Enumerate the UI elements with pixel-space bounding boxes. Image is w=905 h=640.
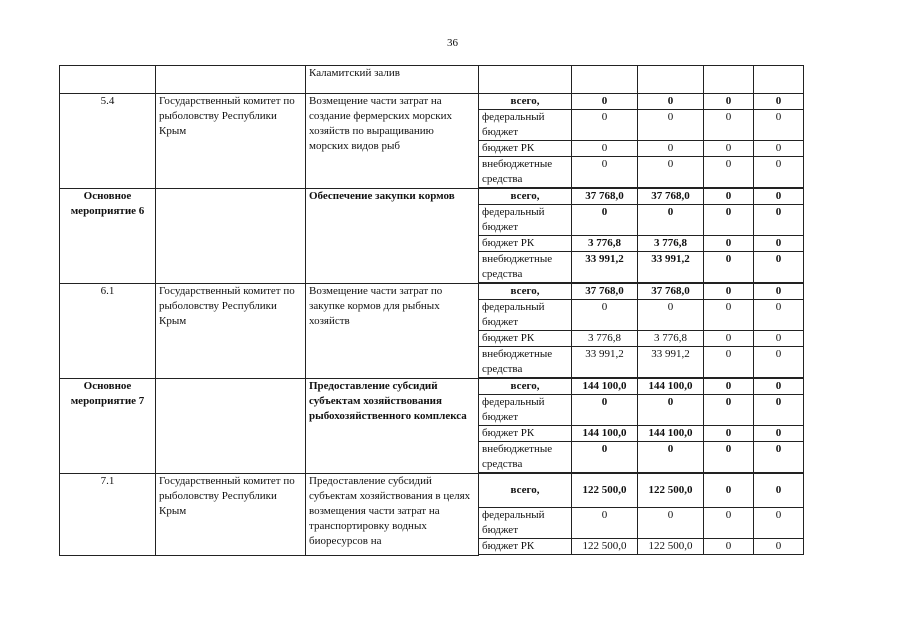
value-cell: 0	[572, 205, 638, 236]
value-cell: 144 100,0	[572, 379, 638, 395]
source-label: федеральный бюджет	[479, 300, 572, 331]
value-cell: 122 500,0	[638, 474, 704, 508]
value-cell: 0	[754, 141, 804, 157]
table-row	[60, 66, 804, 94]
value-cell: 0	[704, 539, 754, 555]
value-cell: 0	[704, 426, 754, 442]
value-cell: 0	[704, 331, 754, 347]
measure-description: Предоставление субсидий субъектам хозяйствования в целях возмещения части затрат на транспортировку водных биоресурсов на	[306, 474, 479, 556]
value-cell: 144 100,0	[572, 426, 638, 442]
value-cell: 0	[704, 379, 754, 395]
value-cell: 0	[572, 141, 638, 157]
source-label: бюджет РК	[479, 539, 572, 555]
value-cell: 0	[572, 442, 638, 473]
page-number: 36	[447, 37, 458, 49]
row-number: 5.4	[60, 94, 156, 189]
value-cell: 37 768,0	[572, 284, 638, 300]
value-cell: 122 500,0	[572, 539, 638, 555]
source-label: бюджет РК	[479, 331, 572, 347]
value-cell: 0	[704, 236, 754, 252]
value-cell: 0	[754, 94, 804, 110]
value-cell: 33 991,2	[638, 347, 704, 378]
source-label: внебюджетные средства	[479, 442, 572, 473]
value-cell: 0	[638, 205, 704, 236]
budget-table	[59, 65, 804, 556]
value-cell: 0	[572, 395, 638, 426]
value-cell: 33 991,2	[638, 252, 704, 283]
value-cell: 0	[754, 539, 804, 555]
value-cell: 0	[638, 300, 704, 331]
source-label: федеральный бюджет	[479, 110, 572, 141]
value-cell: 37 768,0	[638, 189, 704, 205]
value-cell: 3 776,8	[572, 236, 638, 252]
value-cell: 0	[704, 347, 754, 378]
source-label: внебюджетные средства	[479, 157, 572, 188]
value-cell: 0	[754, 508, 804, 539]
value-cell: 0	[754, 379, 804, 395]
value-cell: 122 500,0	[572, 474, 638, 508]
measure-description: Предоставление субсидий субъектам хозяйствования рыбохозяйственного комплекса	[306, 379, 479, 474]
value-cell: 0	[704, 157, 754, 188]
source-label: федеральный бюджет	[479, 395, 572, 426]
table-row	[60, 284, 804, 300]
value-cell: 0	[704, 284, 754, 300]
value-cell: 0	[638, 94, 704, 110]
source-label: всего,	[479, 379, 572, 395]
value-cell: 3 776,8	[638, 331, 704, 347]
table-row	[60, 189, 804, 205]
value-cell: 0	[754, 236, 804, 252]
value-cell: 37 768,0	[572, 189, 638, 205]
value-cell: 3 776,8	[572, 331, 638, 347]
value-cell: 0	[704, 189, 754, 205]
source-label: внебюджетные средства	[479, 252, 572, 283]
value-cell: 0	[754, 157, 804, 188]
value-cell: 0	[704, 508, 754, 539]
value-cell: 0	[754, 284, 804, 300]
value-cell: 0	[704, 141, 754, 157]
value-cell: 0	[704, 94, 754, 110]
row-number: 6.1	[60, 284, 156, 379]
value-cell: 0	[704, 395, 754, 426]
value-cell: 33 991,2	[572, 252, 638, 283]
value-cell: 0	[572, 300, 638, 331]
value-cell: 0	[754, 395, 804, 426]
value-cell: 0	[572, 508, 638, 539]
source-label: бюджет РК	[479, 426, 572, 442]
source-label: федеральный бюджет	[479, 508, 572, 539]
value-cell: 0	[572, 157, 638, 188]
measure-description: Возмещение части затрат на создание фермерских морских хозяйств по выращиванию морских видов рыб	[306, 94, 479, 189]
measure-description: Каламитский залив	[306, 66, 479, 94]
value-cell: 0	[754, 442, 804, 473]
value-cell: 0	[704, 300, 754, 331]
value-cell: 0	[754, 347, 804, 378]
value-cell: 0	[638, 508, 704, 539]
executor-cell: Государственный комитет по рыболовству Республики Крым	[156, 474, 306, 556]
source-label: всего,	[479, 94, 572, 110]
value-cell: 0	[638, 110, 704, 141]
value-cell: 0	[704, 205, 754, 236]
value-cell: 0	[754, 110, 804, 141]
source-label: всего,	[479, 284, 572, 300]
source-label: всего,	[479, 189, 572, 205]
table-row	[60, 379, 804, 395]
value-cell: 0	[572, 94, 638, 110]
row-number: 7.1	[60, 474, 156, 556]
value-cell: 0	[572, 110, 638, 141]
value-cell: 0	[638, 442, 704, 473]
source-label: бюджет РК	[479, 236, 572, 252]
value-cell: 122 500,0	[638, 539, 704, 555]
table-row	[60, 94, 804, 110]
source-label: федеральный бюджет	[479, 205, 572, 236]
source-label: бюджет РК	[479, 141, 572, 157]
executor-cell: Государственный комитет по рыболовству Республики Крым	[156, 94, 306, 189]
value-cell: 33 991,2	[572, 347, 638, 378]
value-cell: 0	[754, 300, 804, 331]
value-cell: 0	[754, 205, 804, 236]
value-cell: 0	[638, 157, 704, 188]
row-number: Основное мероприятие 6	[60, 189, 156, 284]
executor-cell	[156, 189, 306, 284]
value-cell: 144 100,0	[638, 379, 704, 395]
table-row	[60, 474, 804, 508]
value-cell: 0	[704, 252, 754, 283]
value-cell: 0	[704, 110, 754, 141]
measure-description: Возмещение части затрат по закупке кормов для рыбных хозяйств	[306, 284, 479, 379]
measure-description: Обеспечение закупки кормов	[306, 189, 479, 284]
value-cell: 3 776,8	[638, 236, 704, 252]
value-cell: 0	[638, 395, 704, 426]
value-cell: 0	[754, 474, 804, 508]
value-cell: 144 100,0	[638, 426, 704, 442]
value-cell: 0	[754, 426, 804, 442]
executor-cell: Государственный комитет по рыболовству Республики Крым	[156, 284, 306, 379]
value-cell: 37 768,0	[638, 284, 704, 300]
value-cell: 0	[704, 442, 754, 473]
value-cell: 0	[754, 331, 804, 347]
source-label: внебюджетные средства	[479, 347, 572, 378]
value-cell: 0	[638, 141, 704, 157]
value-cell: 0	[704, 474, 754, 508]
value-cell: 0	[754, 189, 804, 205]
executor-cell	[156, 379, 306, 474]
value-cell: 0	[754, 252, 804, 283]
source-label: всего,	[479, 474, 572, 508]
row-number: Основное мероприятие 7	[60, 379, 156, 474]
